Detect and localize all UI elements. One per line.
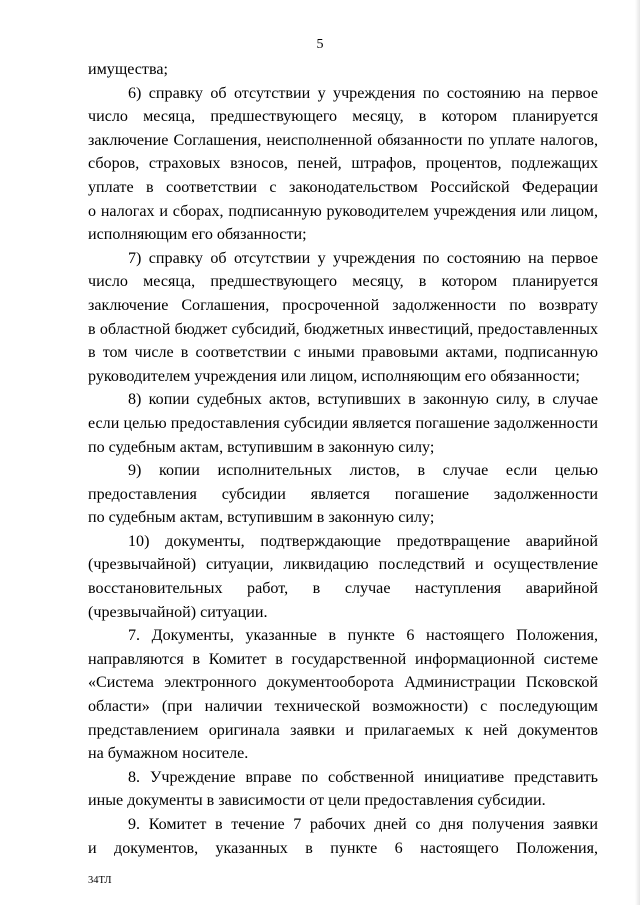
page-number: 5 <box>316 37 324 52</box>
text-line: по судебным актам, вступившим в законную силу; <box>88 509 435 527</box>
text-line: в областной бюджет субсидий, бюджетных инвестиций, предоставленных <box>88 320 598 338</box>
text-line: 10) документы, подтверждающие предотвращение аварийной <box>128 532 598 550</box>
text-line: 9) копии исполнительных листов, в случае если целью <box>128 462 598 480</box>
text-line: и документов, указанных в пункте 6 настоящего Положения, <box>88 839 598 857</box>
text-line: 7. Документы, указанные в пункте 6 настоящего Положения, <box>128 627 598 645</box>
text-line: «Система электронного документооборота Администрации Псковской <box>88 674 598 692</box>
text-line: руководителем учреждения или лицом, исполняющим его обязанности; <box>88 367 580 385</box>
scan-edge <box>635 0 640 905</box>
text-line: заключение Соглашения, просроченной задолженности по возврату <box>88 296 598 314</box>
text-line: по судебным актам, вступившим в законную силу; <box>88 438 435 456</box>
text-line: 9. Комитет в течение 7 рабочих дней со дня получения заявки <box>128 816 598 833</box>
text-line: 7) справку об отсутствии у учреждения по состоянию на первое <box>128 249 598 267</box>
text-line: на бумажном носителе. <box>88 745 249 763</box>
text-line: уплате в соответствии с законодательством Российской Федерации <box>88 178 598 196</box>
text-line: представлением оригинала заявки и прилагаемых к ней документов <box>88 721 598 739</box>
text-line: восстановительных работ, в случае наступления аварийной <box>88 580 598 598</box>
text-line: направляются в Комитет в государственной информационной системе <box>88 650 598 668</box>
text-line: если целью предоставления субсидии является погашение задолженности <box>88 414 598 432</box>
text-line: сборов, страховых взносов, пеней, штрафов, процентов, подлежащих <box>88 155 598 173</box>
text-line: (чрезвычайной) ситуации, ликвидацию последствий и осуществление <box>88 556 598 574</box>
text-line: (чрезвычайной) ситуации. <box>88 603 268 621</box>
text-line: заключение Соглашения, неисполненной обязанности по уплате налогов, <box>88 131 598 149</box>
text-line: иные документы в зависимости от цели предоставления субсидии. <box>88 792 546 810</box>
footer-document-code: 34ТЛ <box>88 875 112 886</box>
text-line: в том числе в соответствии с иными правовыми актами, подписанную <box>88 344 598 362</box>
text-line: области» (при наличии технической возможности) с последующим <box>88 698 598 716</box>
text-line: число месяца, предшествующего месяцу, в котором планируется <box>88 108 598 126</box>
text-line: 8. Учреждение вправе по собственной инициативе представить <box>128 768 598 786</box>
document-body <box>88 58 598 860</box>
text-line: 6) справку об отсутствии у учреждения по состоянию на первое <box>128 84 598 102</box>
text-line: о налогах и сборах, подписанную руководителем учреждения или лицом, <box>88 202 598 220</box>
text-line: имущества; <box>88 61 168 78</box>
text-line: предоставления субсидии является погашение задолженности <box>88 485 598 503</box>
text-line: 8) копии судебных актов, вступивших в законную силу, в случае <box>128 391 598 409</box>
text-line: число месяца, предшествующего месяцу, в котором планируется <box>88 273 598 291</box>
text-line: исполняющим его обязанности; <box>88 226 307 244</box>
